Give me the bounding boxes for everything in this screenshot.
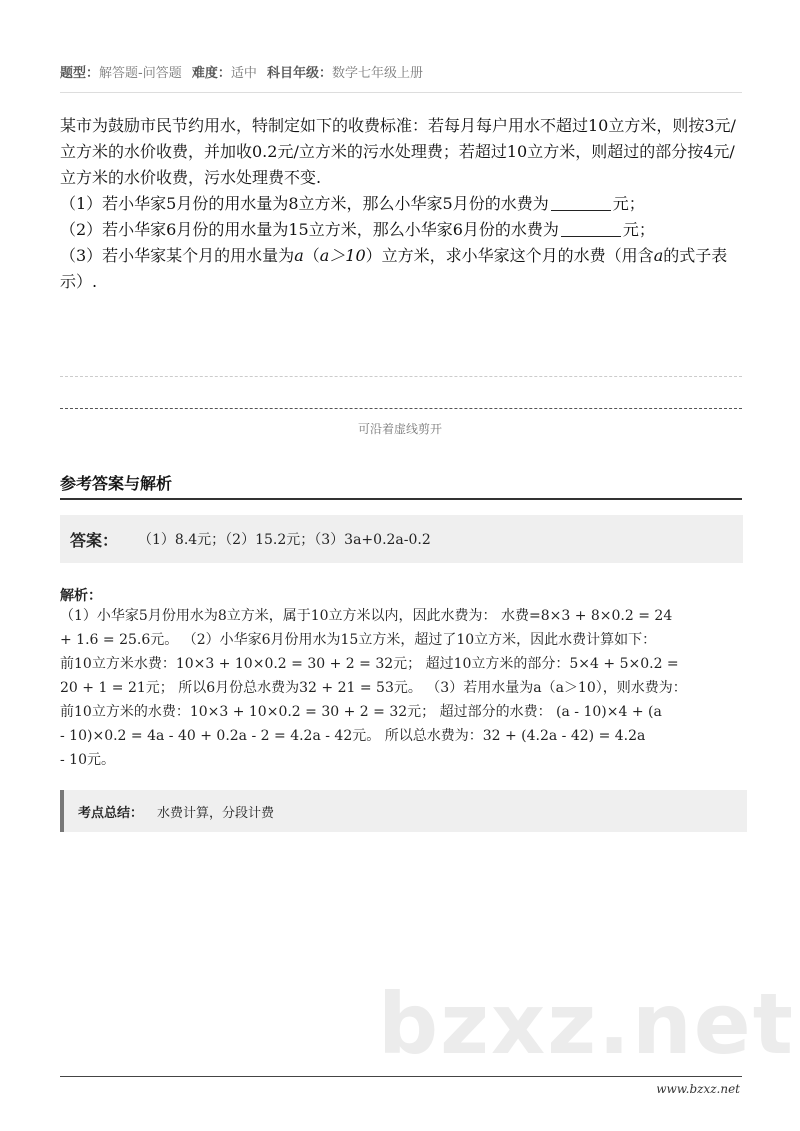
type-label: 题型： [60,66,100,81]
question-part-2-unit: 元； [622,220,655,239]
paren-close: ） [365,246,382,265]
summary-box [60,790,747,832]
question-body [60,113,742,295]
cut-line-light [60,376,742,377]
type-value: 解答题-问答题 [99,66,182,81]
question-part-1-unit: 元； [612,194,645,213]
answer-label: 答案： [70,530,119,550]
analysis-line: （1）小华家5月份用水为8立方米，属于10立方米以内，因此水费为： 水费=8×3 + 8×0.2 = 24 [60,608,673,624]
analysis-line: 前10立方米水费：10×3 + 10×0.2 = 30 + 2 = 32元； 超过10立方米的部分：5×4 + 5×0.2 = [60,656,679,672]
summary-value: 水费计算，分段计费 [157,805,275,821]
question-meta [60,62,423,81]
analysis-body [60,604,744,772]
condition: a＞10 [319,246,366,265]
difficulty-value: 适中 [230,66,257,81]
answer-blank-1 [551,194,611,211]
cut-hint: 可沿着虚线剪开 [357,422,442,436]
question-part-2 [60,217,742,243]
subject-value: 数学七年级上册 [332,66,424,81]
reference-title: 参考答案与解析 [60,474,173,493]
reference-divider [60,498,742,500]
answer-box [60,515,743,563]
question-part-3-mid: 立方米，求小华家这个月的水费（用含 [381,246,654,265]
question-part-1 [60,191,742,217]
question-stem: 某市为鼓励市民节约用水，特制定如下的收费标准：若每月每户用水不超过10立方米，则按3元/立方米的水价收费，并加收0.2元/立方米的污水处理费；若超过10立方米，则超过的部分按4元/立方米的水价收费，污水处理费不变. [60,116,736,187]
paren-open: （ [303,246,320,265]
question-part-3 [60,243,742,295]
cut-line [60,408,742,409]
footer-divider [60,1076,742,1077]
variable-a: a [294,246,304,265]
analysis-line: - 10)×0.2 = 4a - 40 + 0.2a - 2 = 4.2a - 42元。 所以总水费为：32 + (4.2a - 42) = 4.2a [60,728,646,744]
question-part-2-text: （2）若小华家6月份的用水量为15立方米，那么小华家6月份的水费为 [60,220,559,239]
question-part-3-end: 的式子表示）. [60,246,728,291]
answer-value: （1）8.4元；（2）15.2元；（3）3a+0.2a-0.2 [138,532,431,548]
analysis-line: - 10元。 [60,752,115,768]
watermark: bzxz.net [378,975,795,1073]
answer-blank-2 [561,220,621,237]
meta-divider [60,92,742,93]
footer-url: www.bzxz.net [656,1082,740,1096]
analysis-line: 20 + 1 = 21元； 所以6月份总水费为32 + 21 = 53元。 （3）若用水量为a（a＞10），则水费为： [60,680,687,696]
difficulty-label: 难度： [191,66,231,81]
summary-label: 考点总结： [78,805,144,821]
analysis-label: 解析： [60,588,102,604]
analysis-line: 前10立方米的水费：10×3 + 10×0.2 = 30 + 2 = 32元； 超过部分的水费： (a - 10)×4 + (a [60,704,662,720]
question-part-1-text: （1）若小华家5月份的用水量为8立方米，那么小华家5月份的水费为 [60,194,549,213]
subject-label: 科目年级： [267,66,333,81]
question-part-3-text: （3）若小华家某个月的用水量为 [60,246,295,265]
variable-a-2: a [653,246,664,265]
analysis-line: + 1.6 = 25.6元。 （2）小华家6月份用水为15立方米，超过了10立方米，因此水费计算如下： [60,632,657,648]
